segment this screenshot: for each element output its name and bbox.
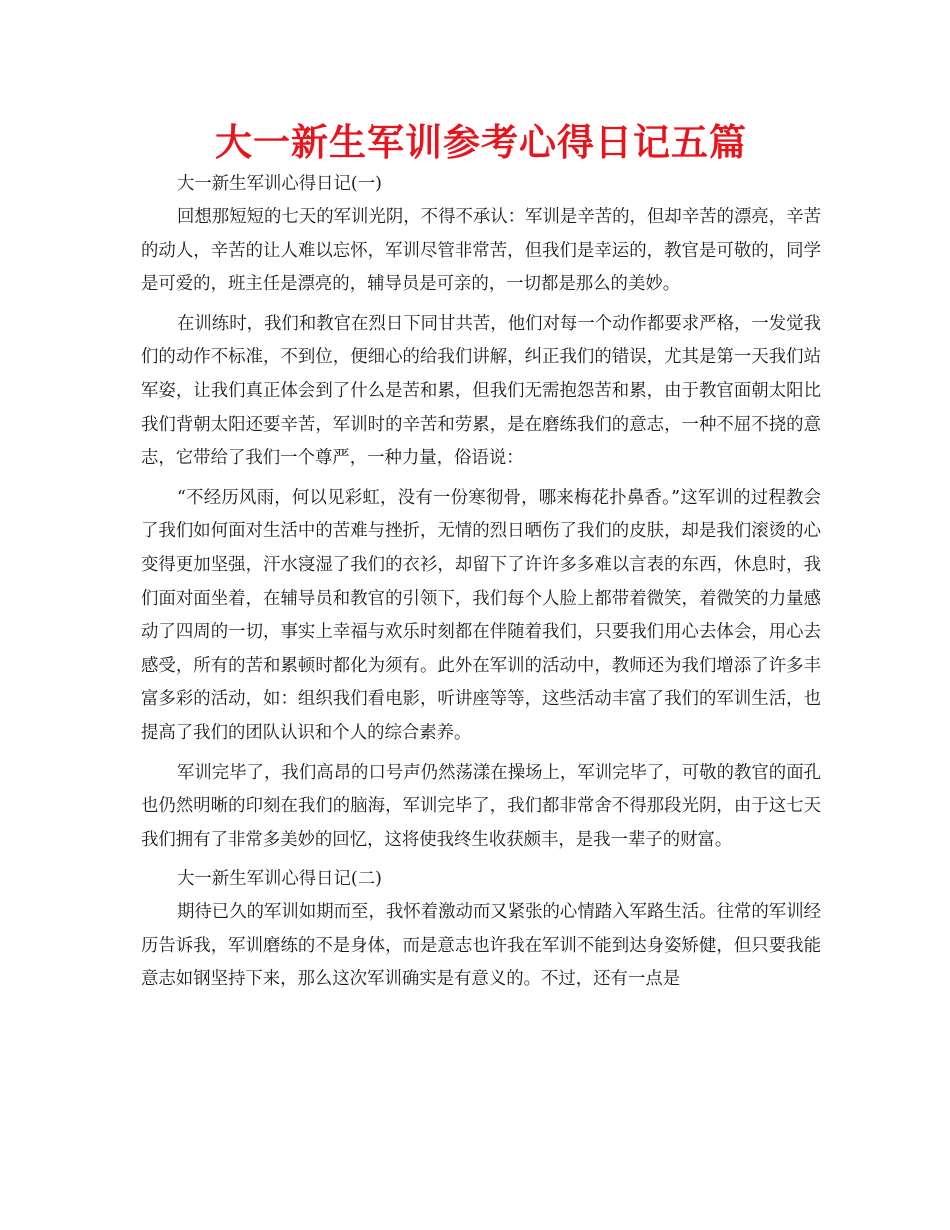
section-1 (141, 168, 821, 857)
document-page (141, 118, 821, 997)
document-title: 大一新生军训参考心得日记五篇 (215, 121, 747, 164)
paragraph: 在训练时，我们和教官在烈日下同甘共苦，他们对每一个动作都要求严格，一发觉我们的动作不标准，不到位，便细心的给我们讲解，纠正我们的错误，尤其是第一天我们站军姿，让我们真正体会到了什么是苦和累，但我们无需抱怨苦和累，由于教官面朝太阳比我们背朝太阳还要辛苦，军训时的辛苦和劳累，是在磨练我们的意志，一种不屈不挠的意志，它带给了我们一个尊严，一种力量，俗语说： (141, 313, 821, 469)
paragraph: 军训完毕了，我们高昂的口号声仍然荡漾在操场上，军训完毕了，可敬的教官的面孔也仍然明晰的印刻在我们的脑海，军训完毕了，我们都非常舍不得那段光阴，由于这七天我们拥有了非常多美妙的回忆，这将使我终生收获颇丰，是我一辈子的财富。 (141, 762, 821, 850)
section-heading: 大一新生军训心得日记(二) (177, 869, 382, 890)
paragraph: 回想那短短的七天的军训光阴，不得不承认：军训是辛苦的，但却辛苦的漂亮，辛苦的动人，辛苦的让人难以忘怀，军训尽管非常苦，但我们是幸运的，教官是可敬的，同学是可爱的，班主任是漂亮的，辅导员是可亲的，一切都是那么的美妙。 (141, 207, 821, 295)
section-heading: 大一新生军训心得日记(一) (177, 174, 382, 194)
paragraph: “不经历风雨，何以见彩虹，没有一份寒彻骨，哪来梅花扑鼻香。”这军训的过程教会了我们如何面对生活中的苦难与挫折，无情的烈日晒伤了我们的皮肤，却是我们滚烫的心变得更加坚强，汗水寖湿了我们的衣衫，却留下了许许多多难以言表的东西，休息时，我们面对面坐着，在辅导员和教官的引领下，我们每个人脸上都带着微笑，着微笑的力量感动了四周的一切，事实上幸福与欢乐时刻都在伴随着我们，只要我们用心去体会，用心去感受，所有的苦和累顿时都化为须有。此外在军训的活动中，教师还为我们增添了许多丰富多彩的活动，如：组织我们看电影，听讲座等等，这些活动丰富了我们的军训生活，也提高了我们的团队认识和个人的综合素养。 (141, 487, 821, 743)
paragraph: 期待已久的军训如期而至，我怀着激动而又紧张的心情踏入军路生活。往常的军训经历告诉我，军训磨练的不是身体，而是意志也许我在军训不能到达身姿矫健，但只要我能意志如钢坚持下来，那么这次军训确实是有意义的。不过，还有一点是 (141, 902, 821, 990)
section-2 (141, 863, 821, 997)
